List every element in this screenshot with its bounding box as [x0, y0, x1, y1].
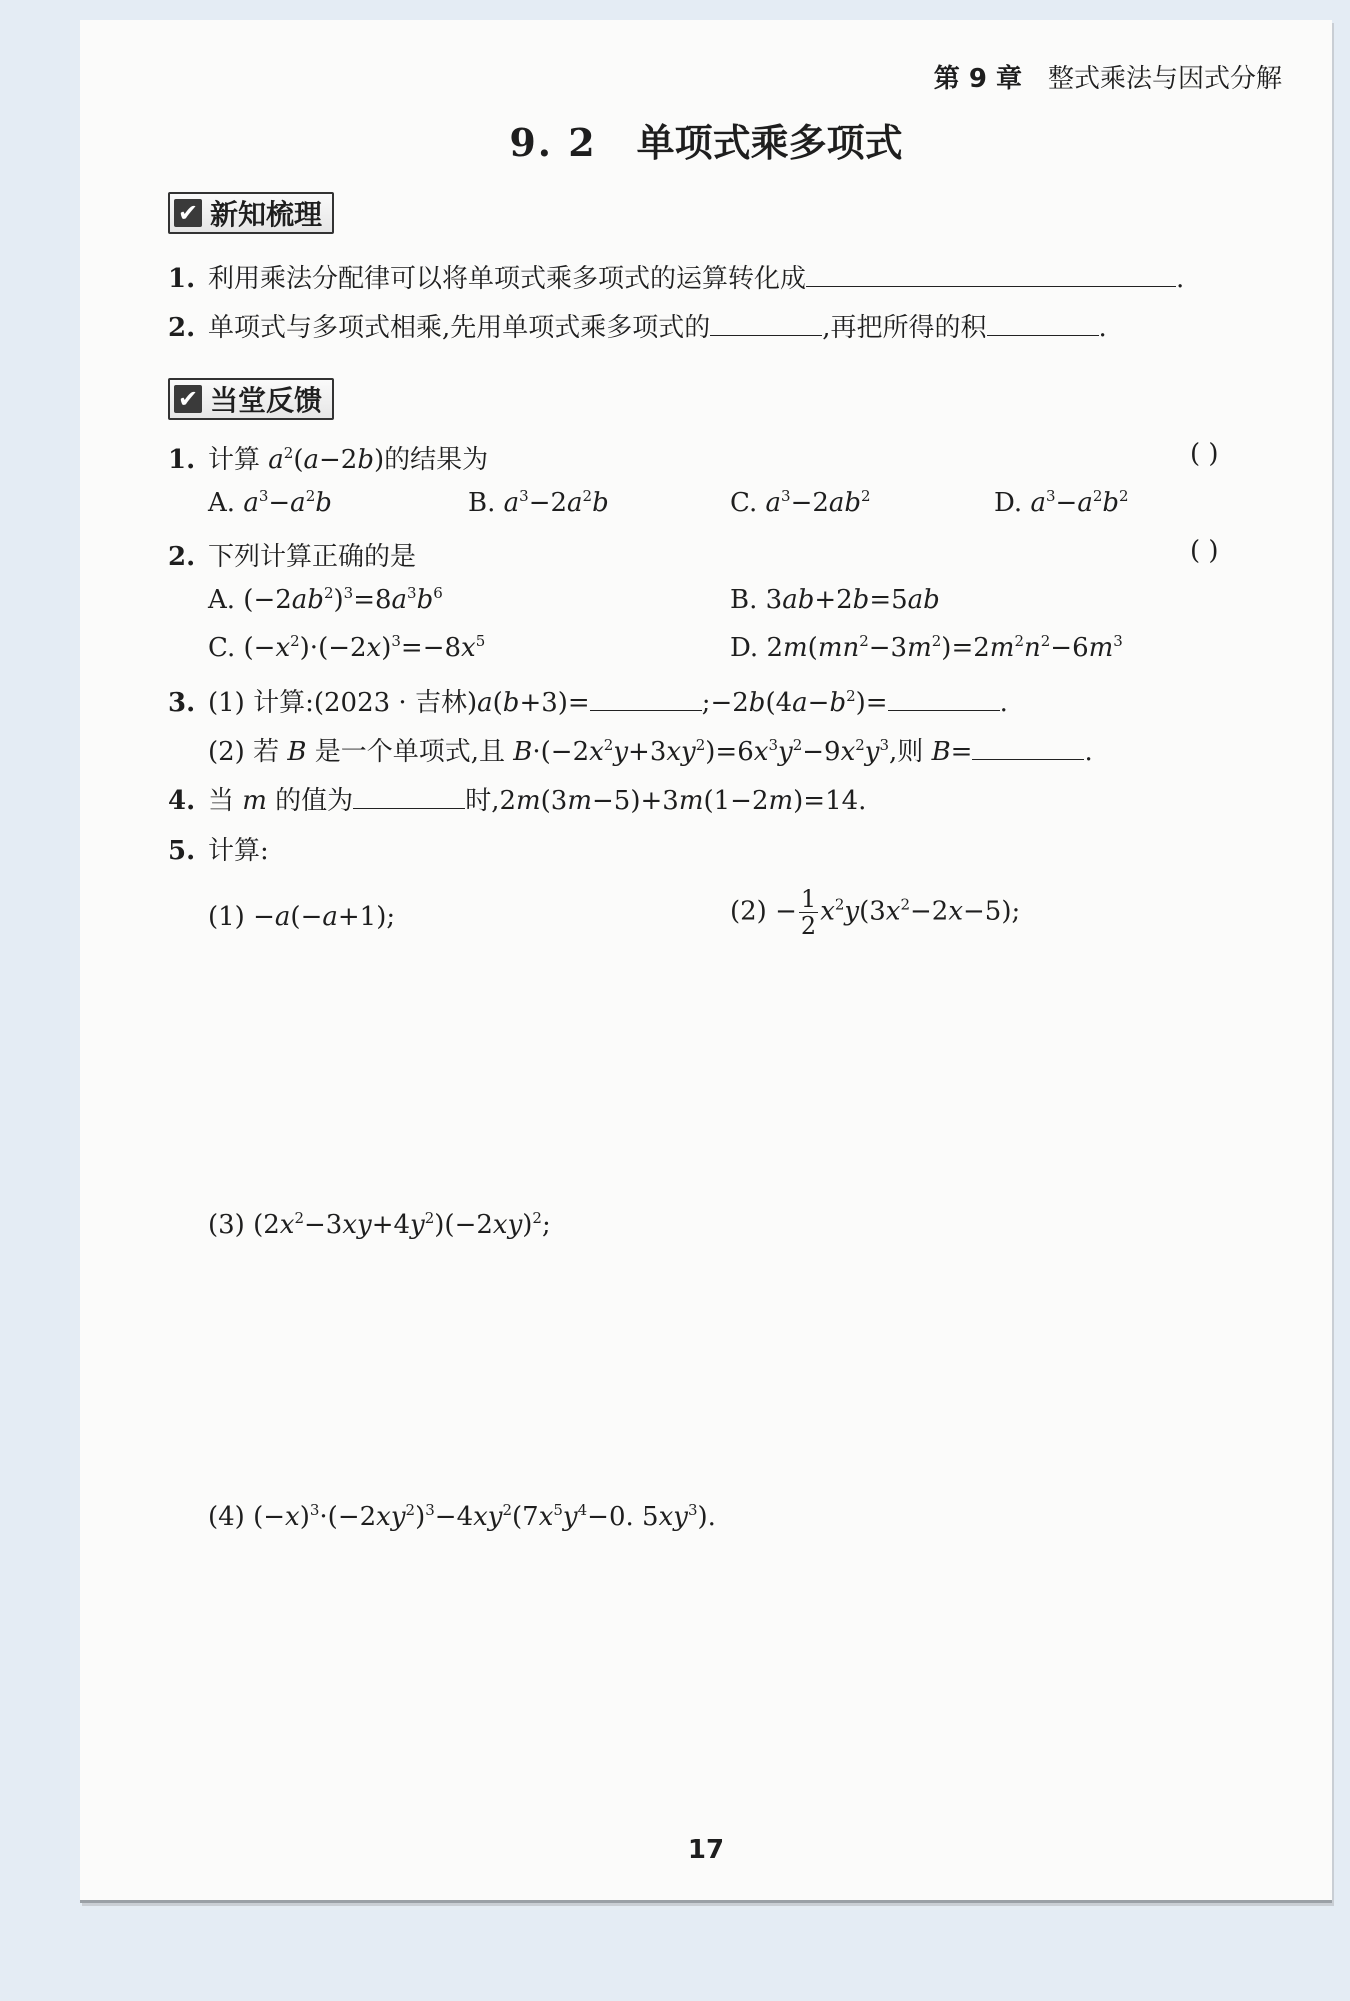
question-stem: 计算: — [208, 836, 269, 866]
question-4: 4. 当 m 的值为 时,2m(3m−5)+3m(1−2m)=14. — [168, 786, 867, 816]
option-label: B. — [468, 488, 496, 518]
lesson-title — [80, 112, 1332, 167]
section-new-knowledge — [168, 192, 334, 234]
part-label: (3) — [208, 1210, 245, 1240]
answer-paren[interactable]: ( ) — [1190, 536, 1219, 566]
option-label: A. — [208, 488, 236, 518]
page-number: 17 — [687, 1835, 725, 1865]
item-number: 1. — [168, 264, 196, 294]
item-text: 单项式与多项式相乘,先用单项式乘多项式的 — [208, 313, 711, 343]
question-3-part-2: (2) 若 B 是一个单项式,且 $B\cdot(-2x^2y+3xy^2)=6x^3y^2-9x^2y^3$,则 B= . — [208, 736, 1093, 767]
item-end: . — [999, 688, 1008, 718]
question-number: 4. — [168, 786, 196, 816]
q5-part-4: (4) $(-x)^3\cdot(-2xy^2)^3-4xy^2(7x^5y^4-0$. $5xy^3$). — [208, 1501, 716, 1532]
part-label: (1) — [208, 902, 245, 932]
part-label: (4) — [208, 1502, 245, 1532]
page-header — [934, 58, 1282, 95]
section-label: 新知梳理 — [210, 198, 323, 231]
question-stem: 是一个单项式,且 — [306, 737, 514, 767]
question-5 — [168, 830, 269, 867]
question-stem: 当 — [208, 786, 243, 816]
answer-blank[interactable] — [806, 264, 1176, 287]
q1-option-c[interactable]: C. $a^3-2ab^2$ — [730, 487, 871, 518]
q5-part-2: (2) − $\frac{1}{2}$ $x^2y(3x^2-2x-5)$; — [730, 885, 1021, 940]
chapter-title: 整式乘法与因式分解 — [1047, 64, 1282, 94]
q2-option-a[interactable]: A. $(-2ab^2)^3=8a^3b^6$ — [208, 584, 443, 615]
item-text: 利用乘法分配律可以将单项式乘多项式的运算转化成 — [208, 264, 807, 294]
knowledge-item-2 — [168, 307, 1107, 344]
q2-option-d[interactable]: D. $2m(mn^2-3m^2)=2m^2n^2-6m^3$ — [730, 632, 1123, 663]
worksheet-page — [80, 20, 1332, 1903]
question-stem: 计算 — [208, 445, 261, 475]
question-number: 1. — [168, 445, 196, 475]
item-end: . — [1176, 264, 1185, 294]
section-label: 当堂反馈 — [210, 384, 323, 417]
answer-blank[interactable] — [987, 313, 1099, 336]
question-stem: 时, — [465, 786, 500, 816]
part-label: (2) — [730, 896, 767, 927]
answer-blank[interactable] — [353, 786, 465, 809]
q5-part-1: (1) −a(−a+1); — [208, 902, 396, 932]
question-number: 3. — [168, 688, 196, 718]
item-text: ,再把所得的积 — [822, 313, 987, 343]
answer-blank[interactable] — [972, 737, 1084, 760]
q5-part-3: (3) $(2x^2-3xy+4y^2)(-2xy)^2$; — [208, 1209, 551, 1240]
question-1: 1. 计算 $a^2(a-2b)$的结果为 — [168, 444, 489, 475]
answer-blank[interactable] — [710, 313, 822, 336]
section-feedback — [168, 378, 334, 420]
lesson-number: 9. 2 — [509, 120, 597, 165]
question-stem: (1) 计算:(2023 · 吉林) — [208, 688, 478, 718]
question-number: 5. — [168, 836, 196, 866]
q1-option-a[interactable]: A. $a^3-a^2b$ — [208, 487, 332, 518]
knowledge-item-1 — [168, 258, 1184, 295]
option-label: C. — [208, 633, 236, 663]
checkmark-icon: ✔ — [174, 199, 202, 227]
item-end: . — [1084, 737, 1093, 767]
chapter-number: 第 9 章 — [933, 64, 1022, 94]
item-number: 2. — [168, 313, 196, 343]
question-stem: 下列计算正确的是 — [208, 542, 417, 572]
option-label: B. — [730, 585, 758, 615]
item-end: . — [1098, 313, 1107, 343]
question-2 — [168, 536, 416, 573]
answer-blank[interactable] — [888, 688, 1000, 711]
q1-option-d[interactable]: D. $a^3-a^2b^2$ — [994, 487, 1129, 518]
option-label: D. — [994, 488, 1023, 518]
answer-blank[interactable] — [590, 688, 702, 711]
fraction: $\frac{1}{2}$ — [800, 885, 817, 940]
q2-option-c[interactable]: C. $(-x^2)\cdot(-2x)^3=-8x^5$ — [208, 632, 486, 663]
question-3-part-1: 3. (1) 计算:(2023 · 吉林)$a(b+3)= ;-2b(4a-b^2)=$ . — [168, 687, 1008, 718]
q2-option-b[interactable]: B. 3ab+2b=5ab — [730, 585, 940, 615]
question-stem: 的值为 — [266, 786, 354, 816]
answer-paren[interactable]: ( ) — [1190, 439, 1219, 469]
option-label: C. — [730, 488, 758, 518]
question-stem: (2) 若 — [208, 737, 288, 767]
lesson-name: 单项式乘多项式 — [636, 120, 903, 165]
question-number: 2. — [168, 542, 196, 572]
q1-option-b[interactable]: B. $a^3-2a^2b$ — [468, 487, 609, 518]
separator: ; — [701, 688, 711, 718]
question-stem: 的结果为 — [384, 445, 489, 475]
question-stem: ,则 — [889, 737, 932, 767]
option-label: D. — [730, 633, 759, 663]
option-label: A. — [208, 585, 236, 615]
checkmark-icon: ✔ — [174, 385, 202, 413]
